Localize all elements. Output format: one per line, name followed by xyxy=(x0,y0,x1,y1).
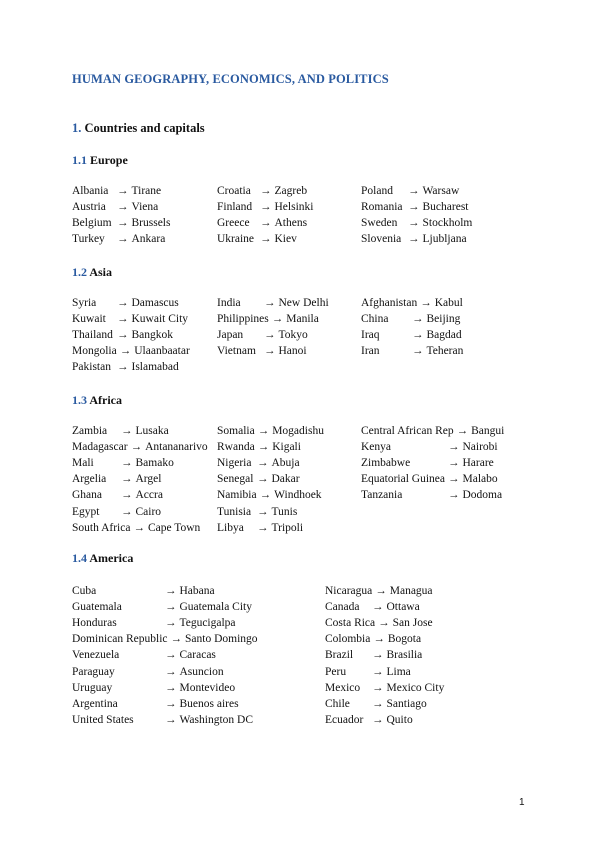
capital-name: Abuja xyxy=(271,457,300,470)
capital-name: Tirane xyxy=(131,185,162,197)
country-capital-entry xyxy=(361,455,494,471)
arrow-icon: → xyxy=(456,425,469,437)
capital-name: New Delhi xyxy=(278,297,329,309)
arrow-icon: → xyxy=(260,201,272,214)
capital-name: Ulaanbaatar xyxy=(134,345,190,358)
country-name: Sweden xyxy=(361,217,398,230)
country-capital-entry xyxy=(325,599,420,615)
country-name: Mexico xyxy=(325,681,361,694)
country-name: Venezuela xyxy=(72,649,120,662)
country-name: Egypt xyxy=(72,505,100,518)
country-capital-entry xyxy=(361,311,460,327)
country-capital-entry xyxy=(72,231,165,247)
arrow-icon: → xyxy=(412,313,424,326)
country-capital-entry xyxy=(217,471,300,487)
country-name: Slovenia xyxy=(361,233,402,246)
country-capital-entry xyxy=(361,295,463,311)
country-name: Greece xyxy=(217,217,250,230)
arrow-icon: → xyxy=(257,441,270,454)
country-name: Japan xyxy=(217,329,244,342)
capital-name: Lima xyxy=(386,665,411,678)
capital-name: Dodoma xyxy=(462,489,503,502)
country-name: Vietnam xyxy=(217,345,256,358)
arrow-icon: → xyxy=(378,617,390,630)
arrow-icon: → xyxy=(119,345,132,358)
country-capital-entry xyxy=(72,359,179,375)
arrow-icon: → xyxy=(448,441,460,454)
capital-name: Manila xyxy=(286,313,319,326)
page-number: 1 xyxy=(519,797,525,808)
arrow-icon: → xyxy=(257,425,270,437)
country-name: Brazil xyxy=(325,649,354,662)
capital-name: Hanoi xyxy=(278,345,307,358)
arrow-icon: → xyxy=(373,633,385,646)
arrow-icon: → xyxy=(257,457,269,470)
capital-name: Beijing xyxy=(426,313,461,326)
country-name: Belgium xyxy=(72,217,112,230)
country-capital-entry xyxy=(72,455,174,471)
capital-name: Guatemala City xyxy=(179,601,252,614)
arrow-icon: → xyxy=(260,233,272,246)
country-name: Costa Rica xyxy=(325,617,376,630)
capital-name: Ottawa xyxy=(386,601,420,614)
country-capital-entry xyxy=(361,327,462,343)
capital-name: Ankara xyxy=(131,233,166,246)
subsection-heading xyxy=(72,153,128,168)
arrow-icon: → xyxy=(408,201,420,214)
country-name: Ghana xyxy=(72,489,103,502)
arrow-icon: → xyxy=(130,441,143,454)
capital-name: Zagreb xyxy=(274,185,308,197)
country-name: Argelia xyxy=(72,473,107,486)
arrow-icon: → xyxy=(257,521,269,534)
country-name: Peru xyxy=(325,665,347,678)
capital-name: Bangui xyxy=(471,425,505,437)
country-name: Namibia xyxy=(217,489,257,502)
capital-name: Habana xyxy=(179,585,215,597)
capital-name: Asuncion xyxy=(179,665,224,678)
capital-name: Harare xyxy=(462,457,494,470)
subsection-title: Africa xyxy=(89,393,122,407)
arrow-icon: → xyxy=(372,601,384,614)
country-capital-entry xyxy=(72,504,161,520)
country-capital-entry xyxy=(72,631,258,647)
country-name: United States xyxy=(72,713,134,726)
country-name: Somalia xyxy=(217,425,255,437)
country-capital-entry xyxy=(72,680,235,696)
country-name: Thailand xyxy=(72,329,113,342)
country-name: Croatia xyxy=(217,185,251,197)
capital-name: Cairo xyxy=(135,505,162,518)
arrow-icon: → xyxy=(121,457,133,470)
country-capital-entry xyxy=(217,487,322,503)
arrow-icon: → xyxy=(412,329,424,342)
arrow-icon: → xyxy=(165,713,177,726)
country-capital-entry xyxy=(217,504,297,520)
arrow-icon: → xyxy=(165,617,177,630)
country-capital-entry xyxy=(217,455,300,471)
capital-name: Mexico City xyxy=(386,681,445,694)
arrow-icon: → xyxy=(117,185,129,197)
country-capital-entry xyxy=(217,183,307,199)
country-name: Senegal xyxy=(217,473,254,486)
country-name: Paraguay xyxy=(72,665,115,678)
capital-name: Teheran xyxy=(426,345,464,358)
capital-name: Nairobi xyxy=(462,441,498,454)
capital-name: Santiago xyxy=(386,697,427,710)
arrow-icon: → xyxy=(448,457,460,470)
country-capital-entry xyxy=(72,327,173,343)
capital-name: Warsaw xyxy=(422,185,460,197)
subsection-title: Europe xyxy=(90,153,128,167)
arrow-icon: → xyxy=(408,217,420,230)
country-capital-entry xyxy=(72,343,190,359)
capital-name: Viena xyxy=(131,201,159,214)
arrow-icon: → xyxy=(372,681,384,694)
country-capital-entry xyxy=(72,439,208,455)
section-title: Countries and capitals xyxy=(84,121,205,135)
capital-name: Mogadishu xyxy=(272,425,324,437)
country-capital-entry xyxy=(217,199,313,215)
country-name: Libya xyxy=(217,521,244,534)
arrow-icon: → xyxy=(117,361,129,374)
country-name: Iraq xyxy=(361,329,380,342)
arrow-icon: → xyxy=(412,345,424,358)
country-capital-entry xyxy=(217,327,308,343)
capital-name: Tegucigalpa xyxy=(179,617,236,630)
capital-name: Quito xyxy=(386,713,413,726)
country-capital-entry xyxy=(72,295,179,311)
country-capital-entry xyxy=(361,215,472,231)
document-title: HUMAN GEOGRAPHY, ECONOMICS, AND POLITICS xyxy=(72,72,389,86)
country-capital-entry xyxy=(217,311,319,327)
country-name: Mongolia xyxy=(72,345,117,358)
country-capital-entry xyxy=(72,311,188,327)
arrow-icon: → xyxy=(121,489,133,502)
capital-name: Tunis xyxy=(271,505,298,518)
arrow-icon: → xyxy=(121,473,133,486)
arrow-icon: → xyxy=(372,713,384,726)
arrow-icon: → xyxy=(121,425,133,437)
capital-name: Windhoek xyxy=(274,489,322,502)
capital-name: Antananarivo xyxy=(145,441,208,454)
arrow-icon: → xyxy=(448,489,460,502)
subsection-heading xyxy=(72,393,122,408)
country-name: Kuwait xyxy=(72,313,106,326)
capital-name: Athens xyxy=(274,217,308,230)
country-capital-entry xyxy=(325,696,427,712)
country-capital-entry xyxy=(217,343,307,359)
country-capital-entry xyxy=(217,520,303,536)
country-name: Colombia xyxy=(325,633,371,646)
country-name: Dominican Republic xyxy=(72,633,168,646)
arrow-icon: → xyxy=(264,329,276,342)
country-capital-entry xyxy=(361,183,459,199)
country-capital-entry xyxy=(361,231,467,247)
country-name: Guatemala xyxy=(72,601,122,614)
country-name: Turkey xyxy=(72,233,105,246)
country-capital-entry xyxy=(217,215,307,231)
capital-name: Argel xyxy=(135,473,162,486)
arrow-icon: → xyxy=(372,649,384,662)
arrow-icon: → xyxy=(117,313,129,326)
country-name: Mali xyxy=(72,457,94,470)
capital-name: Ljubljana xyxy=(422,233,467,246)
arrow-icon: → xyxy=(260,185,272,197)
arrow-icon: → xyxy=(420,297,432,309)
subsection-number: 1.3 xyxy=(72,393,90,407)
country-capital-entry xyxy=(72,583,215,599)
arrow-icon: → xyxy=(408,185,420,197)
arrow-icon: → xyxy=(257,505,269,518)
country-name: Poland xyxy=(361,185,393,197)
country-name: Cuba xyxy=(72,585,97,597)
country-name: Pakistan xyxy=(72,361,111,374)
section-heading xyxy=(72,121,205,136)
country-name: Zambia xyxy=(72,425,108,437)
country-capital-entry xyxy=(72,471,161,487)
country-capital-entry xyxy=(72,615,236,631)
arrow-icon: → xyxy=(271,313,284,326)
country-name: Ecuador xyxy=(325,713,364,726)
country-name: Kenya xyxy=(361,441,392,454)
country-capital-entry xyxy=(72,664,224,680)
subsection-heading xyxy=(72,265,112,280)
country-name: Philippines xyxy=(217,313,269,326)
country-capital-entry xyxy=(325,712,413,728)
arrow-icon: → xyxy=(264,345,276,358)
country-capital-entry xyxy=(325,615,433,631)
arrow-icon: → xyxy=(260,217,272,230)
capital-name: Bagdad xyxy=(426,329,462,342)
capital-name: Caracas xyxy=(179,649,216,662)
country-name: Ukraine xyxy=(217,233,255,246)
country-capital-entry xyxy=(325,583,433,599)
country-capital-entry xyxy=(325,631,421,647)
country-capital-entry xyxy=(217,295,329,311)
capital-name: Bogota xyxy=(387,633,422,646)
country-name: Nigeria xyxy=(217,457,252,470)
country-capital-entry xyxy=(72,696,239,712)
subsection-number: 1.2 xyxy=(72,265,90,279)
capital-name: Bamako xyxy=(135,457,174,470)
capital-name: Santo Domingo xyxy=(185,633,258,646)
country-capital-entry xyxy=(361,439,498,455)
country-name: Nicaragua xyxy=(325,585,373,597)
capital-name: Kiev xyxy=(274,233,297,246)
arrow-icon: → xyxy=(117,201,129,214)
country-capital-entry xyxy=(72,215,170,231)
subsection-title: America xyxy=(89,551,134,565)
arrow-icon: → xyxy=(121,505,133,518)
capital-name: Kuwait City xyxy=(131,313,189,326)
country-capital-entry xyxy=(72,183,161,199)
country-capital-entry xyxy=(72,520,200,536)
capital-name: Islamabad xyxy=(131,361,179,374)
capital-name: Kabul xyxy=(434,297,463,309)
country-name: India xyxy=(217,297,241,309)
country-capital-entry xyxy=(361,487,502,503)
country-name: Uruguay xyxy=(72,681,113,694)
country-capital-entry xyxy=(325,664,411,680)
subsection-heading xyxy=(72,551,133,566)
country-capital-entry xyxy=(72,647,216,663)
country-name: Austria xyxy=(72,201,106,214)
country-capital-entry xyxy=(72,599,252,615)
country-name: Zimbabwe xyxy=(361,457,411,470)
arrow-icon: → xyxy=(133,521,145,534)
subsection-number: 1.4 xyxy=(72,551,90,565)
capital-name: Malabo xyxy=(462,473,498,486)
arrow-icon: → xyxy=(372,697,384,710)
arrow-icon: → xyxy=(165,681,177,694)
country-capital-entry xyxy=(361,423,504,439)
capital-name: Accra xyxy=(135,489,163,502)
capital-name: Cape Town xyxy=(147,521,201,534)
arrow-icon: → xyxy=(117,329,129,342)
capital-name: Buenos aires xyxy=(179,697,239,710)
country-name: Chile xyxy=(325,697,350,710)
capital-name: Tokyo xyxy=(278,329,308,342)
arrow-icon: → xyxy=(117,297,129,309)
country-name: Canada xyxy=(325,601,360,614)
capital-name: Stockholm xyxy=(422,217,473,230)
country-name: China xyxy=(361,313,389,326)
subsection-number: 1.1 xyxy=(72,153,90,167)
country-capital-entry xyxy=(217,439,301,455)
capital-name: Brussels xyxy=(131,217,171,230)
country-capital-entry xyxy=(325,680,444,696)
capital-name: Montevideo xyxy=(179,681,236,694)
arrow-icon: → xyxy=(117,217,129,230)
arrow-icon: → xyxy=(257,473,269,486)
country-name: Albania xyxy=(72,185,109,197)
country-name: Rwanda xyxy=(217,441,255,454)
country-name: Iran xyxy=(361,345,380,358)
country-name: Afghanistan xyxy=(361,297,418,309)
country-name: South Africa xyxy=(72,521,131,534)
country-capital-entry xyxy=(361,471,498,487)
country-name: Finland xyxy=(217,201,253,214)
arrow-icon: → xyxy=(259,489,272,502)
subsection-title: Asia xyxy=(89,265,113,279)
country-capital-entry xyxy=(72,712,253,728)
arrow-icon: → xyxy=(448,473,460,486)
capital-name: Kigali xyxy=(272,441,301,454)
arrow-icon: → xyxy=(165,665,177,678)
country-name: Tunisia xyxy=(217,505,252,518)
country-capital-entry xyxy=(325,647,422,663)
capital-name: Helsinki xyxy=(274,201,314,214)
arrow-icon: → xyxy=(170,633,182,646)
capital-name: Tripoli xyxy=(271,521,304,534)
arrow-icon: → xyxy=(165,649,177,662)
country-capital-entry xyxy=(361,199,468,215)
arrow-icon: → xyxy=(375,585,387,597)
capital-name: Bangkok xyxy=(131,329,174,342)
country-name: Madagascar xyxy=(72,441,128,454)
capital-name: Damascus xyxy=(131,297,179,309)
capital-name: Brasilia xyxy=(386,649,423,662)
country-capital-entry xyxy=(72,487,163,503)
section-number: 1. xyxy=(72,121,82,135)
country-capital-entry xyxy=(72,423,169,439)
arrow-icon: → xyxy=(117,233,129,246)
capital-name: San Jose xyxy=(392,617,433,630)
country-name: Central African Rep xyxy=(361,425,454,437)
country-name: Syria xyxy=(72,297,97,309)
arrow-icon: → xyxy=(165,697,177,710)
arrow-icon: → xyxy=(165,585,177,597)
capital-name: Washington DC xyxy=(179,713,254,726)
capital-name: Lusaka xyxy=(135,425,169,437)
country-capital-entry xyxy=(72,199,158,215)
country-name: Equatorial Guinea xyxy=(361,473,445,486)
arrow-icon: → xyxy=(372,665,384,678)
country-name: Honduras xyxy=(72,617,117,630)
country-name: Tanzania xyxy=(361,489,403,502)
arrow-icon: → xyxy=(264,297,276,309)
capital-name: Dakar xyxy=(271,473,300,486)
arrow-icon: → xyxy=(408,233,420,246)
arrow-icon: → xyxy=(165,601,177,614)
country-capital-entry xyxy=(361,343,463,359)
country-capital-entry xyxy=(217,231,297,247)
country-name: Romania xyxy=(361,201,403,214)
capital-name: Bucharest xyxy=(422,201,469,214)
capital-name: Managua xyxy=(389,585,433,597)
country-capital-entry xyxy=(217,423,324,439)
country-name: Argentina xyxy=(72,697,118,710)
